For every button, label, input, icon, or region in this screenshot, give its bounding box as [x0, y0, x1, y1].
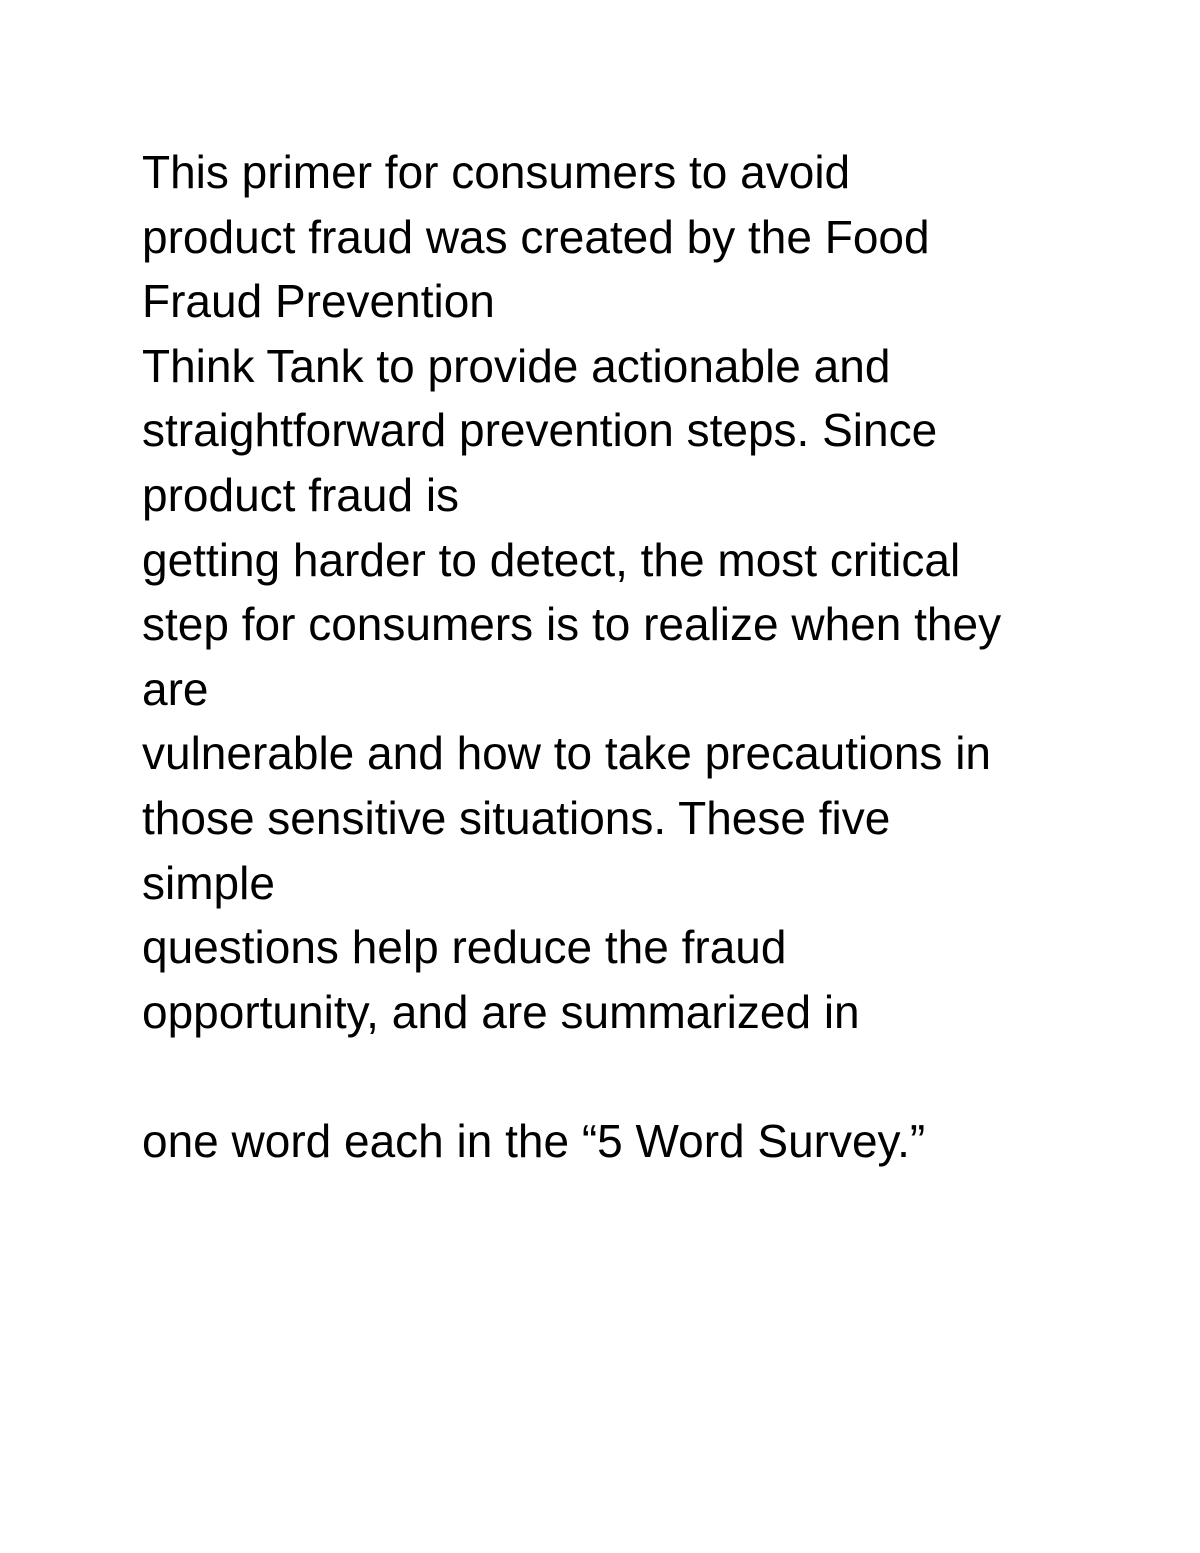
- text-line: those sensitive situations. These five: [142, 791, 891, 844]
- body-text: [142, 140, 1102, 1174]
- text-line: product fraud is: [142, 468, 460, 521]
- text-line: are: [142, 662, 209, 715]
- text-line: straightforward prevention steps. Since: [142, 404, 938, 457]
- text-line: This primer for consumers to avoid: [142, 146, 851, 198]
- text-line: Think Tank to provide actionable and: [142, 339, 891, 392]
- text-line: simple: [142, 856, 275, 909]
- text-line: vulnerable and how to take precautions in: [142, 727, 992, 780]
- text-line: Fraud Prevention: [142, 275, 495, 328]
- final-text-line: one word each in the “5 Word Survey.”: [142, 1115, 926, 1168]
- text-line: getting harder to detect, the most critical: [142, 533, 961, 586]
- text-line: step for consumers is to realize when they: [142, 598, 1002, 651]
- text-line: questions help reduce the fraud: [142, 921, 787, 974]
- text-line: product fraud was created by the Food: [142, 210, 930, 263]
- text-line: opportunity, and are summarized in: [142, 985, 860, 1038]
